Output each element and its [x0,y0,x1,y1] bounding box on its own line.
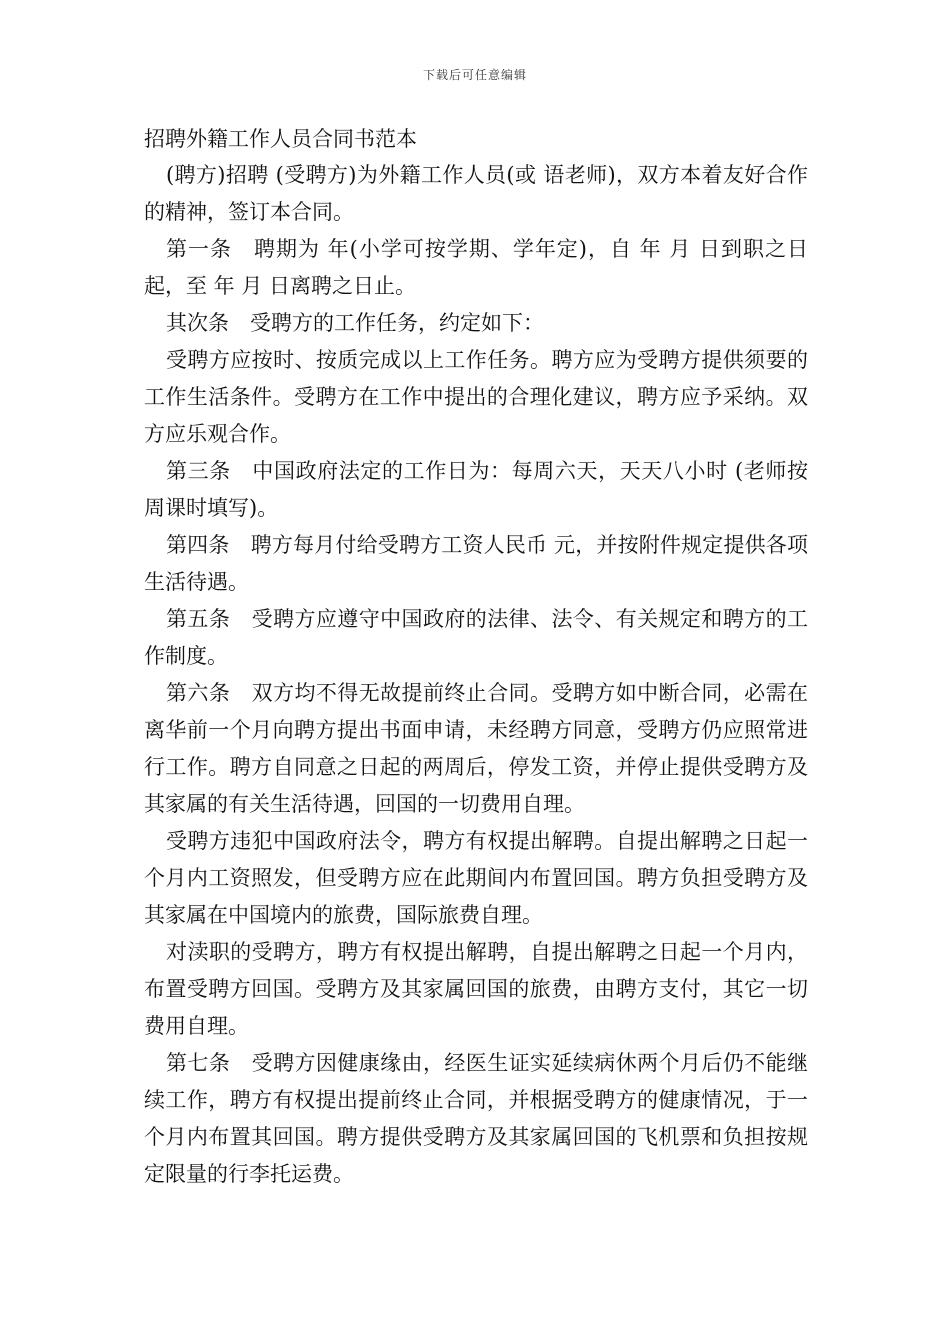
paragraph-article-2-detail: 受聘方应按时、按质完成以上工作任务。聘方应为受聘方提供须要的工作生活条件。受聘方在工作中提出的合理化建议，聘方应予采纳。双方应乐观合作。 [144,348,808,446]
paragraph-article-3: 第三条 中国政府法定的工作日为：每周六天，天天八小时 (老师按周课时填写)。 [144,459,808,520]
paragraph-article-5: 第五条 受聘方应遵守中国政府的法律、法令、有关规定和聘方的工作制度。 [144,607,808,668]
paragraph-article-2: 其次条 受聘方的工作任务，约定如下： [166,311,544,335]
paragraph-article-1: 第一条 聘期为 年(小学可按学期、学年定)，自 年 月 日到职之日起，至 年 月 日离聘之日止。 [144,237,808,298]
header-note: 下载后可任意编辑 [422,68,527,82]
paragraph-article-6-dereliction: 对渎职的受聘方，聘方有权提出解聘，自提出解聘之日起一个月内，布置受聘方回国。受聘方及其家属回国的旅费，由聘方支付，其它一切费用自理。 [144,940,808,1038]
paragraph-article-7: 第七条 受聘方因健康缘由，经医生证实延续病休两个月后仍不能继续工作，聘方有权提出提前终止合同，并根据受聘方的健康情况，于一个月内布置其回国。聘方提供受聘方及其家属回国的飞机票和负担按规定限量的行李托运费。 [144,1051,808,1186]
paragraph-article-6-violation: 受聘方违犯中国政府法令，聘方有权提出解聘。自提出解聘之日起一个月内工资照发，但受聘方应在此期间内布置回国。聘方负担受聘方及其家属在中国境内的旅费，国际旅费自理。 [144,829,808,927]
document-body [144,121,808,1193]
paragraph-intro: (聘方)招聘 (受聘方)为外籍工作人员(或 语老师)，双方本着友好合作的精神，签订本合同。 [144,163,808,224]
paragraph-article-6: 第六条 双方均不得无故提前终止合同。受聘方如中断合同，必需在离华前一个月向聘方提出书面申请，未经聘方同意，受聘方仍应照常进行工作。聘方自同意之日起的两周后，停发工资，并停止提供受聘方及其家属的有关生活待遇，回国的一切费用自理。 [144,681,808,816]
paragraph-article-4: 第四条 聘方每月付给受聘方工资人民币 元，并按附件规定提供各项生活待遇。 [144,533,808,594]
document-title: 招聘外籍工作人员合同书范本 [144,127,417,151]
